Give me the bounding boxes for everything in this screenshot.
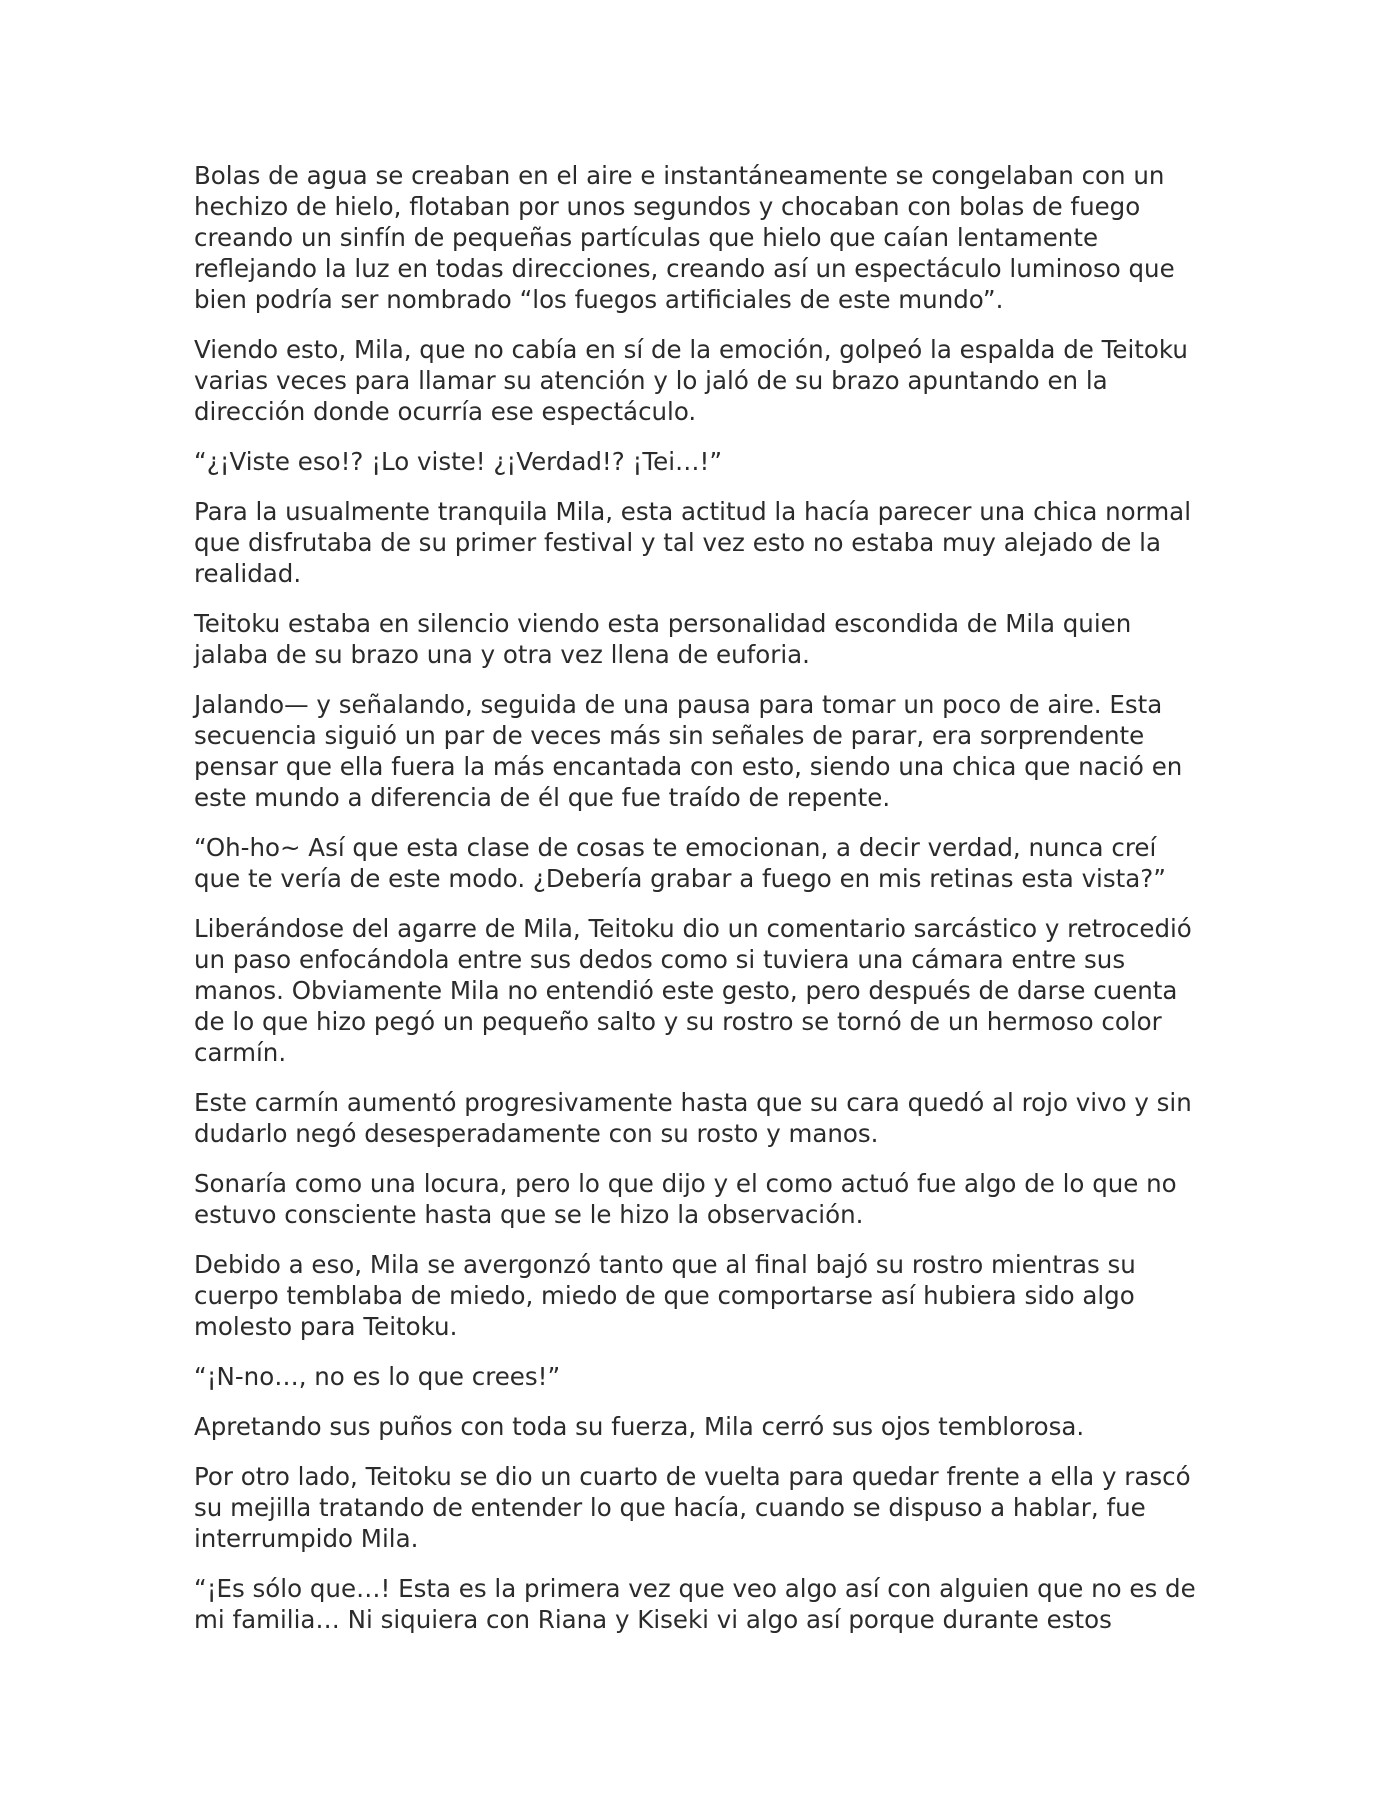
- paragraph-13: Apretando sus puños con toda su fuerza, Mila cerró sus ojos temblorosa.: [194, 1412, 1085, 1441]
- paragraph-4: Para la usualmente tranquila Mila, esta actitud la hacía parecer una chica normal que disfrutaba de su primer festival y tal vez esto no estaba muy alejado de la realidad.: [194, 497, 1191, 588]
- paragraph-8: Liberándose del agarre de Mila, Teitoku dio un comentario sarcástico y retrocedió un paso enfocándola entre sus dedos como si tuviera una cámara entre sus manos. Obviamente Mila no entendió este gesto, pero después de darse cuenta de lo que hizo pegó un pequeño salto y su rostro se tornó de un hermoso color carmín.: [194, 914, 1192, 1067]
- paragraph-11: Debido a eso, Mila se avergonzó tanto que al final bajó su rostro mientras su cuerpo temblaba de miedo, miedo de que comportarse así hubiera sido algo molesto para Teitoku.: [194, 1250, 1136, 1341]
- paragraph-3: “¿¡Viste eso!? ¡Lo viste! ¿¡Verdad!? ¡Tei…!”: [194, 447, 723, 476]
- paragraph-14: Por otro lado, Teitoku se dio un cuarto de vuelta para quedar frente a ella y rascó su mejilla tratando de entender lo que hacía, cuando se dispuso a hablar, fue interrumpido Mila.: [194, 1462, 1191, 1553]
- paragraph-15: “¡Es sólo que…! Esta es la primera vez que veo algo así con alguien que no es de mi familia… Ni siquiera con Riana y Kiseki vi algo así porque durante estos: [194, 1574, 1196, 1634]
- paragraph-12: “¡N-no…, no es lo que crees!”: [194, 1362, 561, 1391]
- paragraph-9: Este carmín aumentó progresivamente hasta que su cara quedó al rojo vivo y sin dudarlo negó desesperadamente con su rosto y manos.: [194, 1088, 1192, 1148]
- document-page: [194, 160, 1209, 1654]
- paragraph-6: Jalando— y señalando, seguida de una pausa para tomar un poco de aire. Esta secuencia siguió un par de veces más sin señales de parar, era sorprendente pensar que ella fuera la más encantada con esto, siendo una chica que nació en este mundo a diferencia de él que fue traído de repente.: [194, 690, 1183, 812]
- paragraph-7: “Oh-ho~ Así que esta clase de cosas te emocionan, a decir verdad, nunca creí que te vería de este modo. ¿Debería grabar a fuego en mis retinas esta vista?”: [194, 833, 1166, 893]
- paragraph-10: Sonaría como una locura, pero lo que dijo y el como actuó fue algo de lo que no estuvo consciente hasta que se le hizo la observación.: [194, 1169, 1177, 1229]
- paragraph-5: Teitoku estaba en silencio viendo esta personalidad escondida de Mila quien jalaba de su brazo una y otra vez llena de euforia.: [194, 609, 1132, 669]
- paragraph-2: Viendo esto, Mila, que no cabía en sí de la emoción, golpeó la espalda de Teitoku varias veces para llamar su atención y lo jaló de su brazo apuntando en la dirección donde ocurría ese espectáculo.: [194, 335, 1188, 426]
- paragraph-1: Bolas de agua se creaban en el aire e instantáneamente se congelaban con un hechizo de hielo, flotaban por unos segundos y chocaban con bolas de fuego creando un sinfín de pequeñas partículas que hielo que caían lentamente reflejando la luz en todas direcciones, creando así un espectáculo luminoso que bien podría ser nombrado “los fuegos artificiales de este mundo”.: [194, 161, 1175, 314]
